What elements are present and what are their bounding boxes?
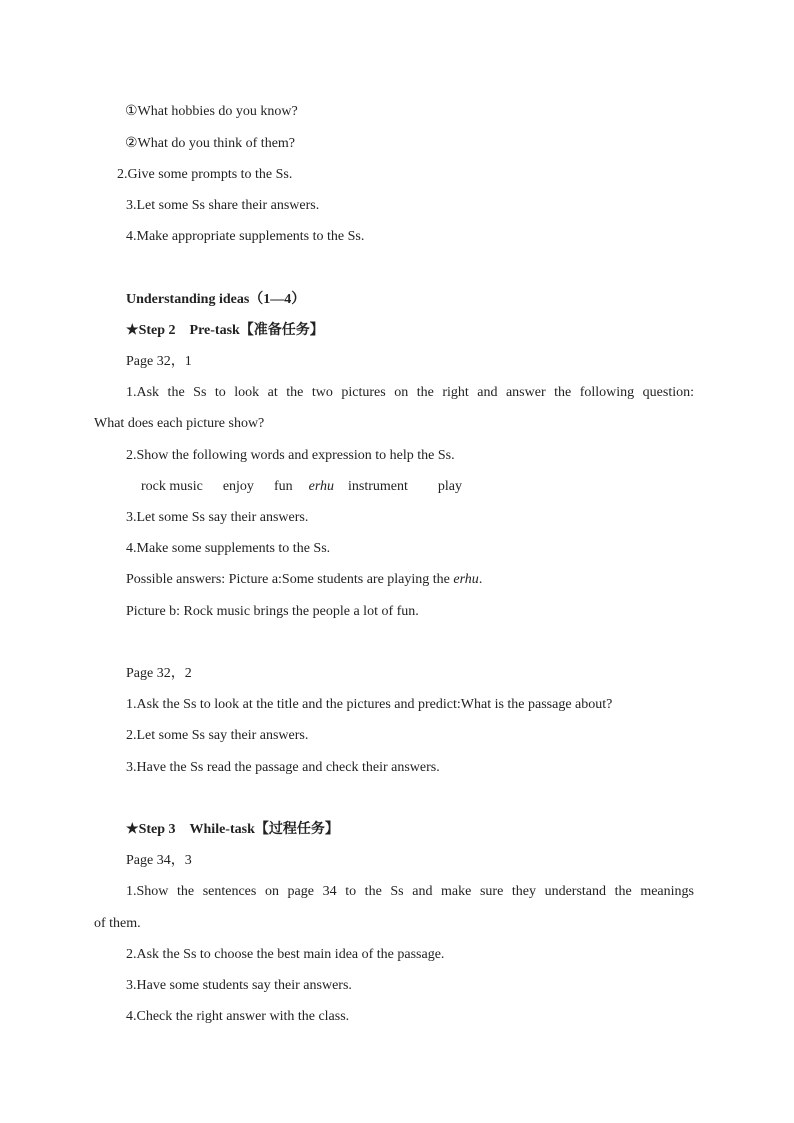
possible-answers-erhu: erhu: [453, 572, 479, 587]
star-icon: ★: [126, 323, 139, 338]
step2-task: Pre-task【准备任务】: [189, 323, 324, 338]
warmup-step-2: 2.Give some prompts to the Ss.: [117, 167, 293, 182]
step2-part1-s3: 3.Let some Ss say their answers.: [126, 510, 309, 525]
picture-b-answer: Picture b: Rock music brings the people a lot of fun.: [126, 604, 419, 619]
step3-s1b: of them.: [94, 916, 141, 931]
step3-s1a: 1.Show the sentences on page 34 to the Ss and make sure they understand the meanings: [126, 884, 694, 899]
word-list: [141, 478, 462, 496]
understanding-heading: Understanding ideas（1—4）: [126, 292, 306, 307]
step3-s4: 4.Check the right answer with the class.: [126, 1009, 350, 1024]
warmup-question-2: ②What do you think of them?: [125, 136, 296, 151]
warmup-step-4: 4.Make appropriate supplements to the Ss.: [126, 229, 365, 244]
step2-part1-s1a: 1.Ask the Ss to look at the two pictures on the right and answer the following question:: [126, 385, 694, 400]
step2-part2-s3: 3.Have the Ss read the passage and check their answers.: [126, 760, 440, 775]
step2-part1-s4: 4.Make some supplements to the Ss.: [126, 541, 331, 556]
possible-answers-text: Possible answers: Picture a:Some students are playing the: [126, 572, 454, 587]
step3-label: Step 3: [138, 822, 176, 837]
step2-part2-s2: 2.Let some Ss say their answers.: [126, 728, 309, 743]
warmup-question-1: ①What hobbies do you know?: [125, 104, 298, 119]
possible-answers: [126, 571, 482, 589]
warmup-step-3: 3.Let some Ss share their answers.: [126, 198, 320, 213]
step2-part1-s2: 2.Show the following words and expression to help the Ss.: [126, 448, 455, 463]
step3-s2: 2.Ask the Ss to choose the best main idea of the passage.: [126, 947, 445, 962]
possible-answers-period: .: [478, 572, 483, 587]
word-enjoy: enjoy: [222, 479, 254, 494]
step2-label: Step 2: [138, 323, 176, 338]
step2-part1-s1b: What does each picture show?: [94, 416, 265, 431]
word-play: play: [437, 479, 463, 494]
step2-part1-page: Page 32，1: [126, 354, 192, 369]
step3-page: Page 34，3: [126, 853, 192, 868]
word-fun: fun: [273, 479, 293, 494]
step3-task: While-task【过程任务】: [189, 822, 339, 837]
step2-part2-s1: 1.Ask the Ss to look at the title and the pictures and predict:What is the passage about?: [126, 697, 613, 712]
word-instrument: instrument: [348, 479, 408, 494]
step3-heading: [126, 821, 339, 839]
step2-part2-page: Page 32，2: [126, 666, 192, 681]
step2-heading: [126, 322, 324, 340]
word-erhu: erhu: [308, 479, 335, 494]
word-rock-music: rock music: [141, 479, 203, 494]
step3-s3: 3.Have some students say their answers.: [126, 978, 352, 993]
star-icon: ★: [126, 822, 139, 837]
